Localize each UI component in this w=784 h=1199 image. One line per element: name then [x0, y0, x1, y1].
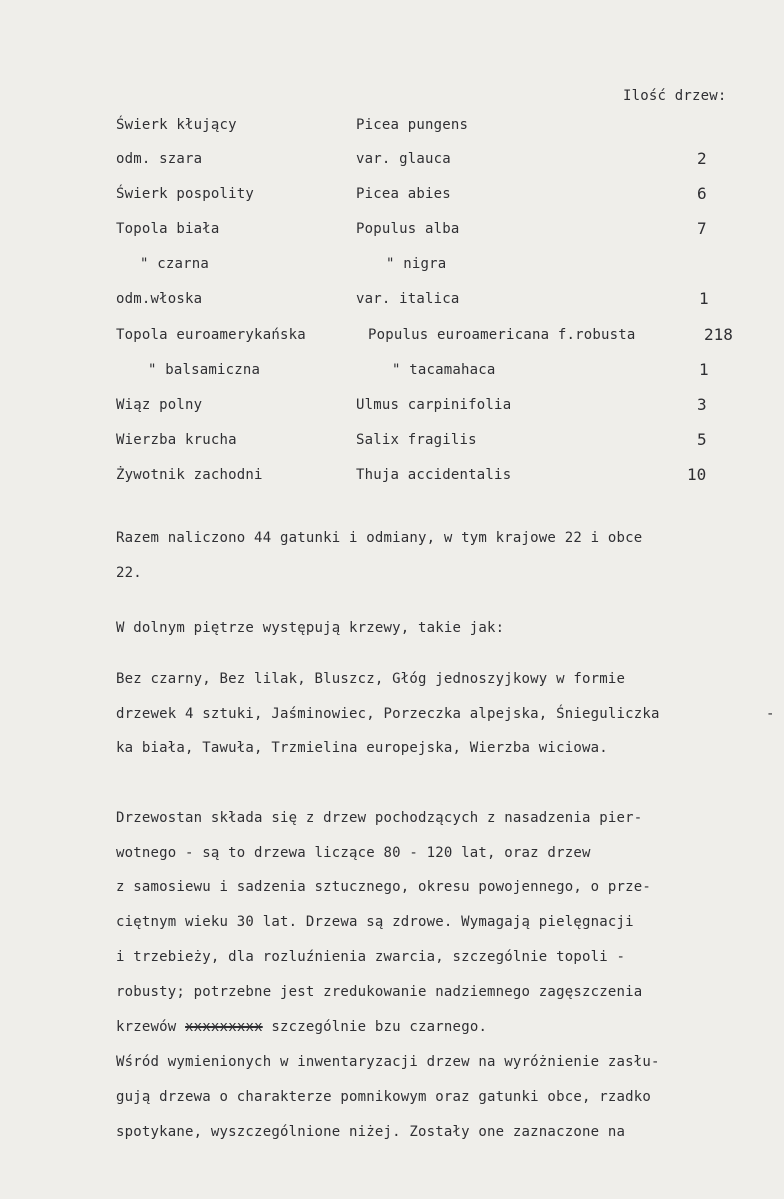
species-row-1-polish: Świerk kłujący [116, 117, 237, 133]
stand-line-7-end: szczególnie bzu czarnego. [271, 1019, 488, 1035]
species-row-9-latin: Ulmus carpinifolia [356, 397, 512, 413]
struck-word: xxxxxxxxx [185, 1019, 263, 1035]
species-row-7-latin: Populus euroamericana f.robusta [368, 327, 636, 343]
summary-line-2: 22. [116, 565, 142, 581]
species-row-11-polish: Żywotnik zachodni [116, 467, 263, 483]
species-row-10-polish: Wierzba krucha [116, 432, 237, 448]
species-row-9-polish: Wiąz polny [116, 397, 203, 413]
stand-line-1: Drzewostan składa się z drzew pochodzących z nasadzenia pier- [116, 810, 643, 826]
species-row-5-latin: " nigra [386, 256, 447, 272]
species-row-10-latin: Salix fragilis [356, 432, 477, 448]
notable-line-2: gują drzewa o charakterze pomnikowym oraz gatunki obce, rzadko [116, 1089, 651, 1105]
species-row-5-polish: " czarna [140, 256, 210, 272]
species-row-3-polish: Świerk pospolity [116, 186, 255, 202]
species-row-6-count: 1 [699, 289, 709, 308]
notable-line-3: spotykane, wyszczególnione niżej. Zostały one zaznaczone na [116, 1124, 626, 1140]
shrubs-intro: W dolnym piętrze występują krzewy, takie jak: [116, 620, 505, 636]
species-row-8-latin: " tacamahaca [392, 362, 496, 378]
species-row-4-count: 7 [697, 219, 707, 238]
stand-line-5: i trzebieży, dla rozluźnienia zwarcia, szczególnie topoli - [116, 949, 626, 965]
species-row-7-polish: Topola euroamerykańska [116, 327, 306, 343]
summary-line-1: Razem naliczono 44 gatunki i odmiany, w tym krajowe 22 i obce [116, 530, 643, 546]
species-row-6-latin: var. italica [356, 291, 460, 307]
shrubs-line-2: drzewek 4 sztuki, Jaśminowiec, Porzeczka alpejska, Śnieguliczka [116, 706, 660, 722]
species-row-11-latin: Thuja accidentalis [356, 467, 512, 483]
species-row-6-polish: odm.włoska [116, 291, 203, 307]
species-row-9-count: 3 [697, 395, 707, 414]
notable-line-1: Wśród wymienionych w inwentaryzacji drzew na wyróżnienie zasłu- [116, 1054, 660, 1070]
species-row-4-latin: Populus alba [356, 221, 460, 237]
species-row-11-count: 10 [687, 465, 707, 484]
species-row-2-count: 2 [697, 149, 707, 168]
species-row-4-polish: Topola biała [116, 221, 220, 237]
stand-line-6: robusty; potrzebne jest zredukowanie nadziemnego zagęszczenia [116, 984, 643, 1000]
shrubs-line-2-hyphen: - [766, 706, 775, 722]
species-row-8-count: 1 [699, 360, 709, 379]
stand-line-7 [116, 1019, 487, 1035]
count-column-title: Ilość drzew: [623, 88, 727, 104]
species-row-2-polish: odm. szara [116, 151, 203, 167]
species-row-1-latin: Picea pungens [356, 117, 469, 133]
species-row-7-count: 218 [704, 325, 733, 344]
stand-line-2: wotnego - są to drzewa liczące 80 - 120 lat, oraz drzew [116, 845, 591, 861]
species-row-10-count: 5 [697, 430, 707, 449]
stand-line-7-start: krzewów [116, 1019, 177, 1035]
shrubs-line-3: ka biała, Tawuła, Trzmielina europejska, Wierzba wiciowa. [116, 740, 608, 756]
species-row-2-latin: var. glauca [356, 151, 451, 167]
shrubs-line-1: Bez czarny, Bez lilak, Bluszcz, Głóg jednoszyjkowy w formie [116, 671, 626, 687]
stand-line-3: z samosiewu i sadzenia sztucznego, okresu powojennego, o prze- [116, 879, 651, 895]
species-row-3-count: 6 [697, 184, 707, 203]
species-row-3-latin: Picea abies [356, 186, 451, 202]
species-row-8-polish: " balsamiczna [148, 362, 261, 378]
stand-line-4: ciętnym wieku 30 lat. Drzewa są zdrowe. Wymagają pielęgnacji [116, 914, 634, 930]
